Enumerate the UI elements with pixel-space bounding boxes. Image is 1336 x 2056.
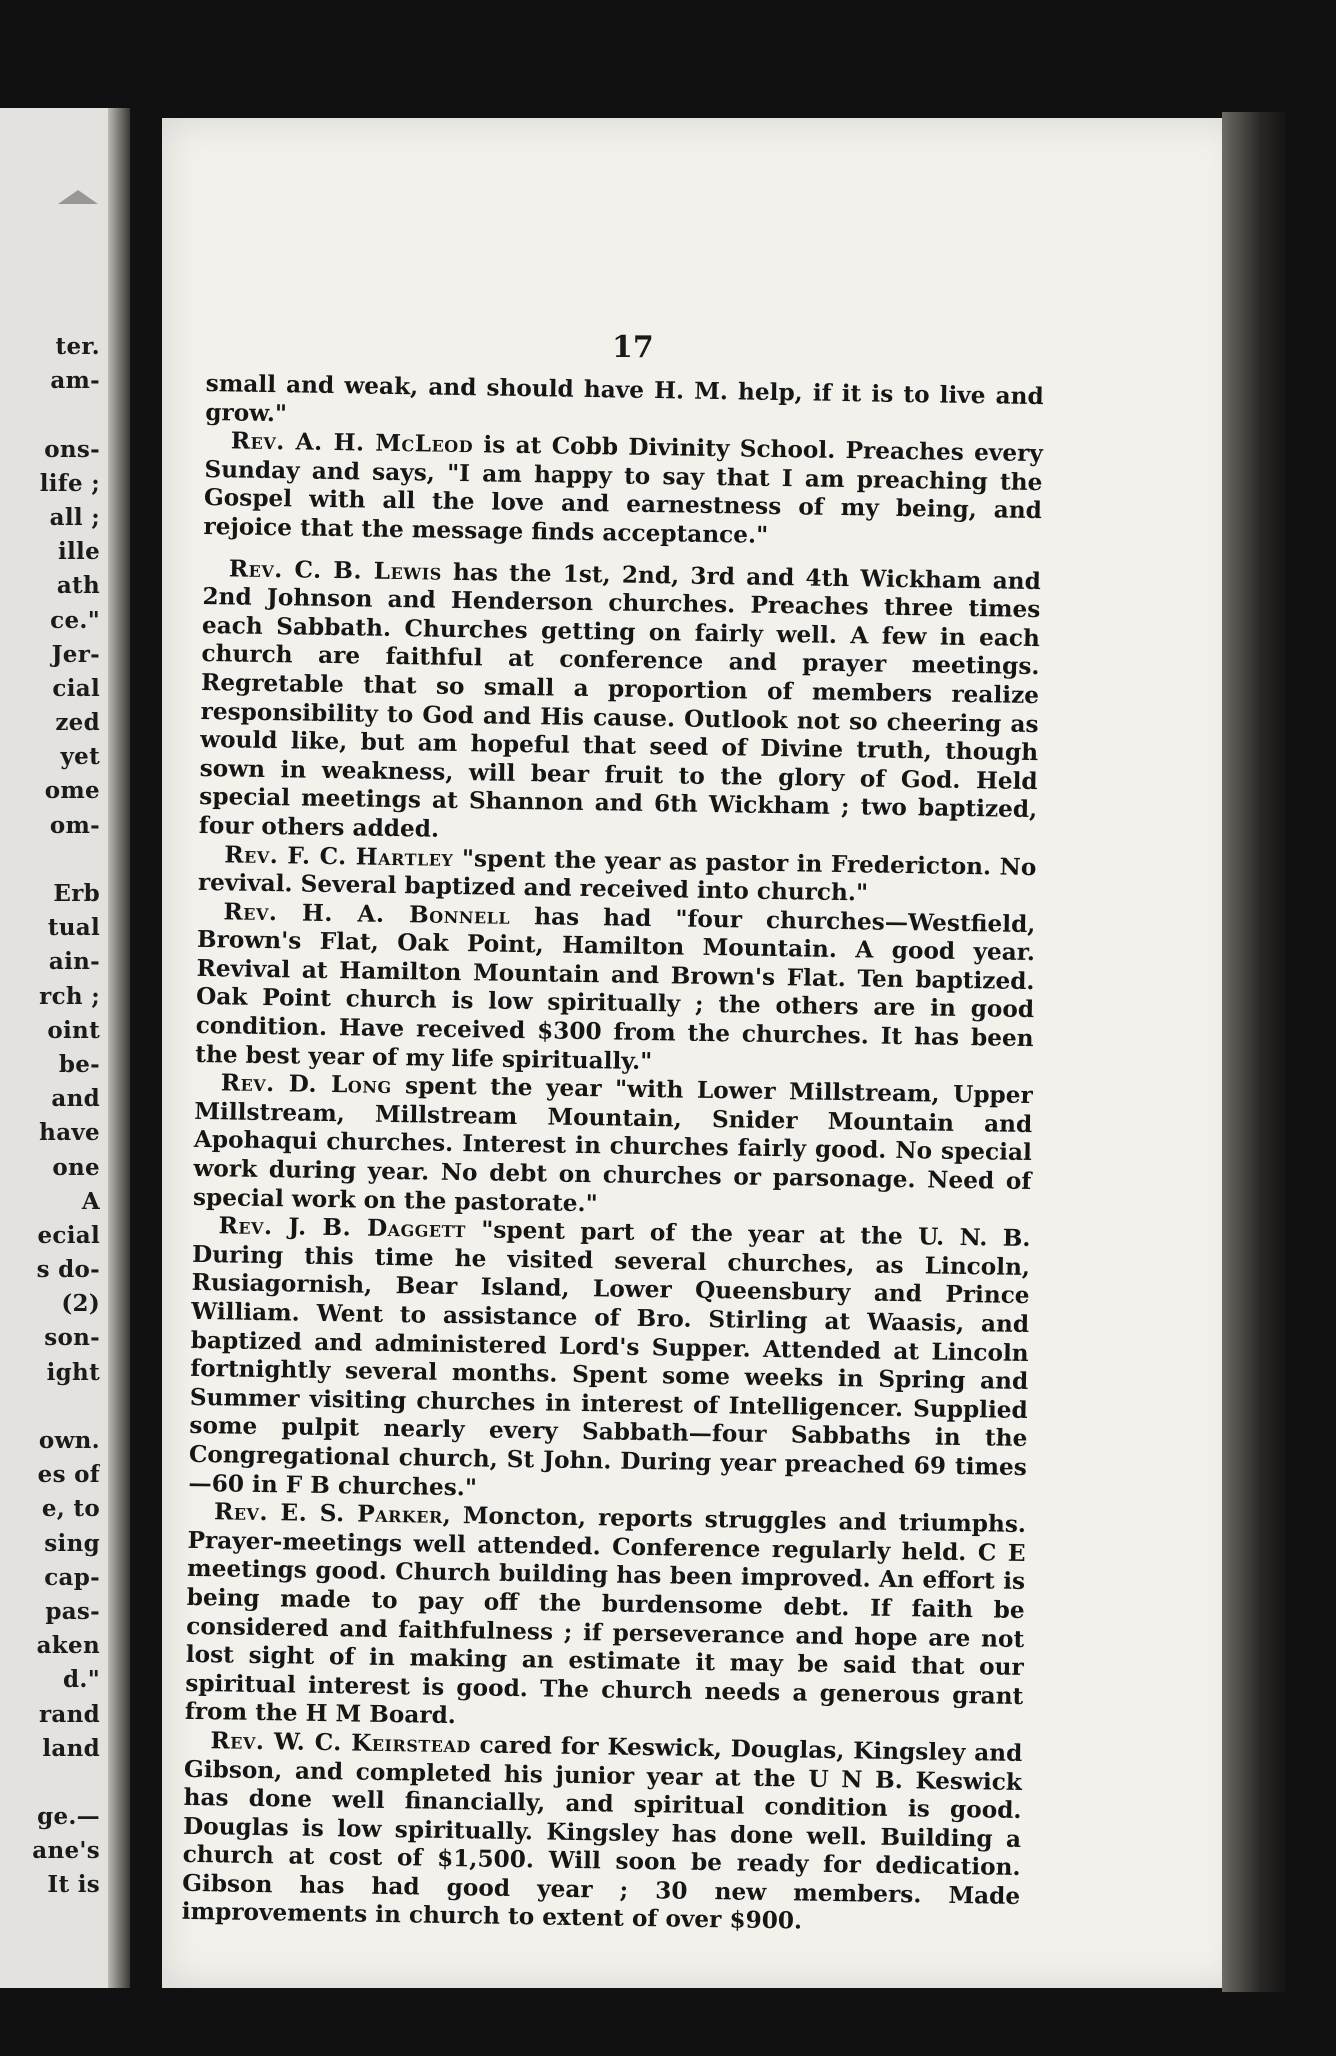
minister-name: Rev. W. C. Keirstead	[210, 1727, 471, 1759]
paragraph-text: , Moncton, reports struggles and triumphs. Prayer-meetings well attended. Conference regularly held. C E meetings good. Church building has been improved. An effort is being made to pay off the burdensome debt. If faith be considered and faithfulness ; if perseverance and hope are not lost sight of in making an estimate it may be said that our spiritual interest is good. The church needs a generous grant from the H M Board.	[184, 1502, 1027, 1730]
paragraph-long	[193, 1069, 1033, 1225]
minister-name: Rev. C. B. Lewis	[228, 554, 443, 586]
left-page-fragment: ain-	[48, 948, 100, 976]
left-page-fragment: ille	[57, 538, 100, 566]
left-page-fragment	[0, 1390, 100, 1424]
paragraph-keirstead	[182, 1727, 1023, 1940]
left-page-fragment: am-	[50, 367, 100, 395]
left-page-fragment: It is	[47, 1871, 100, 1899]
paragraph-text: "spent part of the year at the U. N. B. During this time he visited several churches, as Lincoln, Rusiagornish, Bear Island, Lower Queensbury and Prince William. Went to assistance of Bro. Stirling at Waasis, and baptized and administered Lord's Supper. Attended at Lincoln fortnightly several months. Spent some weeks in Spring and Summer visiting churches in interest of Intelligencer. Supplied some pulpit nearly every Sabbath—four Sabbaths in the Congregational church, St John. During year preached 69 times—60 in F B churches."	[188, 1216, 1031, 1501]
left-page-fragment: land	[42, 1734, 100, 1762]
left-page-fragment: and	[51, 1085, 100, 1113]
left-page-fragment: zed	[55, 709, 100, 737]
left-page-fragment: pas-	[45, 1597, 100, 1625]
left-page-fragment: ath	[56, 572, 100, 600]
left-page-fragment: ons-	[44, 435, 100, 463]
left-page-text-fragments	[0, 330, 100, 1903]
left-page-fragment: son-	[44, 1324, 100, 1352]
paragraph-lewis	[199, 555, 1041, 854]
left-page-fragment: om-	[49, 811, 100, 839]
page-number: 17	[612, 330, 654, 365]
left-page-fragment: life ;	[39, 469, 100, 497]
left-page-fragment: one	[52, 1153, 100, 1181]
left-page-fragment: es of	[37, 1461, 100, 1489]
left-page-fragment: e, to	[41, 1495, 100, 1523]
page-edge	[1222, 112, 1286, 1992]
minister-name: Rev. E. S. Parker	[213, 1498, 443, 1530]
left-page-fragment: aken	[36, 1632, 100, 1660]
book-gutter	[108, 108, 130, 1988]
left-page-fragment: d."	[63, 1666, 100, 1694]
paragraph-parker	[185, 1498, 1026, 1740]
minister-name: Rev. D. Long	[220, 1069, 392, 1100]
left-page-fragment: oint	[47, 1016, 100, 1044]
minister-name: Rev. J. B. Daggett	[218, 1212, 467, 1244]
left-page-fragment: sing	[44, 1529, 100, 1557]
minister-name: Rev. F. C. Hartley	[224, 840, 454, 872]
left-page-fragment: cap-	[44, 1563, 100, 1591]
left-page-fragment: yet	[60, 743, 100, 771]
left-page-fragment: A	[81, 1187, 100, 1215]
left-page-fragment: ome	[44, 777, 100, 805]
paragraph-bonnell	[195, 898, 1036, 1083]
left-page-fragment: ge.—	[37, 1803, 100, 1831]
left-page-fragment: ane's	[32, 1837, 100, 1865]
minister-name: Rev. A. H. McLeod	[230, 427, 474, 459]
paragraph-text: has the 1st, 2nd, 3rd and 4th Wickham and 2nd Johnson and Henderson churches. Preaches three times each Sabbath. Churches getting on fairly well. A few in each church are faithful at conference and prayer meetings. Regretable that so small a proportion of members realize responsibility to God and His cause. Outlook not so cheering as would like, but am hopeful that seed of Divine truth, though sown in weakness, will bear fruit to the glory of God. Held special meetings at Shannon and 6th Wickham ; two baptized, four others added.	[198, 558, 1041, 843]
paragraph-text: "spent the year as pastor in Fredericton. No revival. Several baptized and received into church."	[197, 844, 1037, 907]
page-text-column	[182, 370, 1044, 1940]
paragraph-text: is at Cobb Divinity School. Preaches every Sunday and says, "I am happy to say that I am preaching the Gospel with all the love and earnestness of my being, and rejoice that the message finds acceptance."	[203, 431, 1044, 549]
left-page-fragment: rand	[38, 1700, 100, 1728]
minister-name: Rev. H. A. Bonnell	[223, 898, 511, 930]
left-page-fragment: Jer-	[51, 640, 100, 668]
left-page-fragment: tual	[47, 914, 100, 942]
left-page-fragment: all ;	[49, 503, 100, 531]
left-page-fragment: ter.	[55, 333, 100, 360]
left-page-fragment	[0, 843, 100, 877]
left-page-fragment: (2)	[61, 1290, 100, 1318]
paragraph-daggett	[188, 1212, 1030, 1511]
paragraph-text: spent the year "with Lower Millstream, Upper Millstream, Millstream Mountain, Snider Mountain and Apohaqui churches. Interest in churches fairly good. No special work during year. No debt on churches or parsonage. Need of special work on the pastorate."	[192, 1072, 1033, 1217]
left-page-fragment	[0, 1766, 100, 1800]
paragraph-text: small and weak, and should have H. M. help, if it is to live and grow."	[205, 370, 1044, 427]
left-page-fragment: cial	[52, 674, 100, 702]
left-page-fragment: ight	[46, 1358, 100, 1386]
left-page-fragment: Erb	[53, 880, 100, 907]
left-page-fragment: be-	[58, 1050, 100, 1078]
left-page-fragment: ecial	[37, 1221, 100, 1249]
left-page-fragment: have	[39, 1119, 100, 1147]
left-page-fragment: s do-	[36, 1256, 100, 1284]
left-page-fragment	[0, 398, 100, 432]
paragraph-text: cared for Keswick, Douglas, Kingsley and Gibson, and completed his junior year at the U N B. Keswick has done well financially, and spiritual condition is good. Douglas is low spiritually. Kingsley has done well. Building a church at cost of $1,500. Will soon be ready for dedication. Gibson has had good year ; 30 new members. Made improvements in church to extent of over $900.	[181, 1731, 1023, 1936]
paragraph-text: has had "four churches—Westfield, Brown's Flat, Oak Point, Hamilton Mountain. A good year. Revival at Hamilton Mountain and Brown's Flat. Ten baptized. Oak Point church is low spiritually ; the others are in good condition. Have received $300 from the churches. It has been the best year of my life spiritually."	[195, 902, 1036, 1075]
left-page-fragment: ce."	[50, 606, 100, 634]
left-page-fragment: rch ;	[39, 982, 100, 1010]
paragraph-mcleod	[203, 427, 1043, 555]
left-page-fragment: own.	[38, 1427, 100, 1454]
